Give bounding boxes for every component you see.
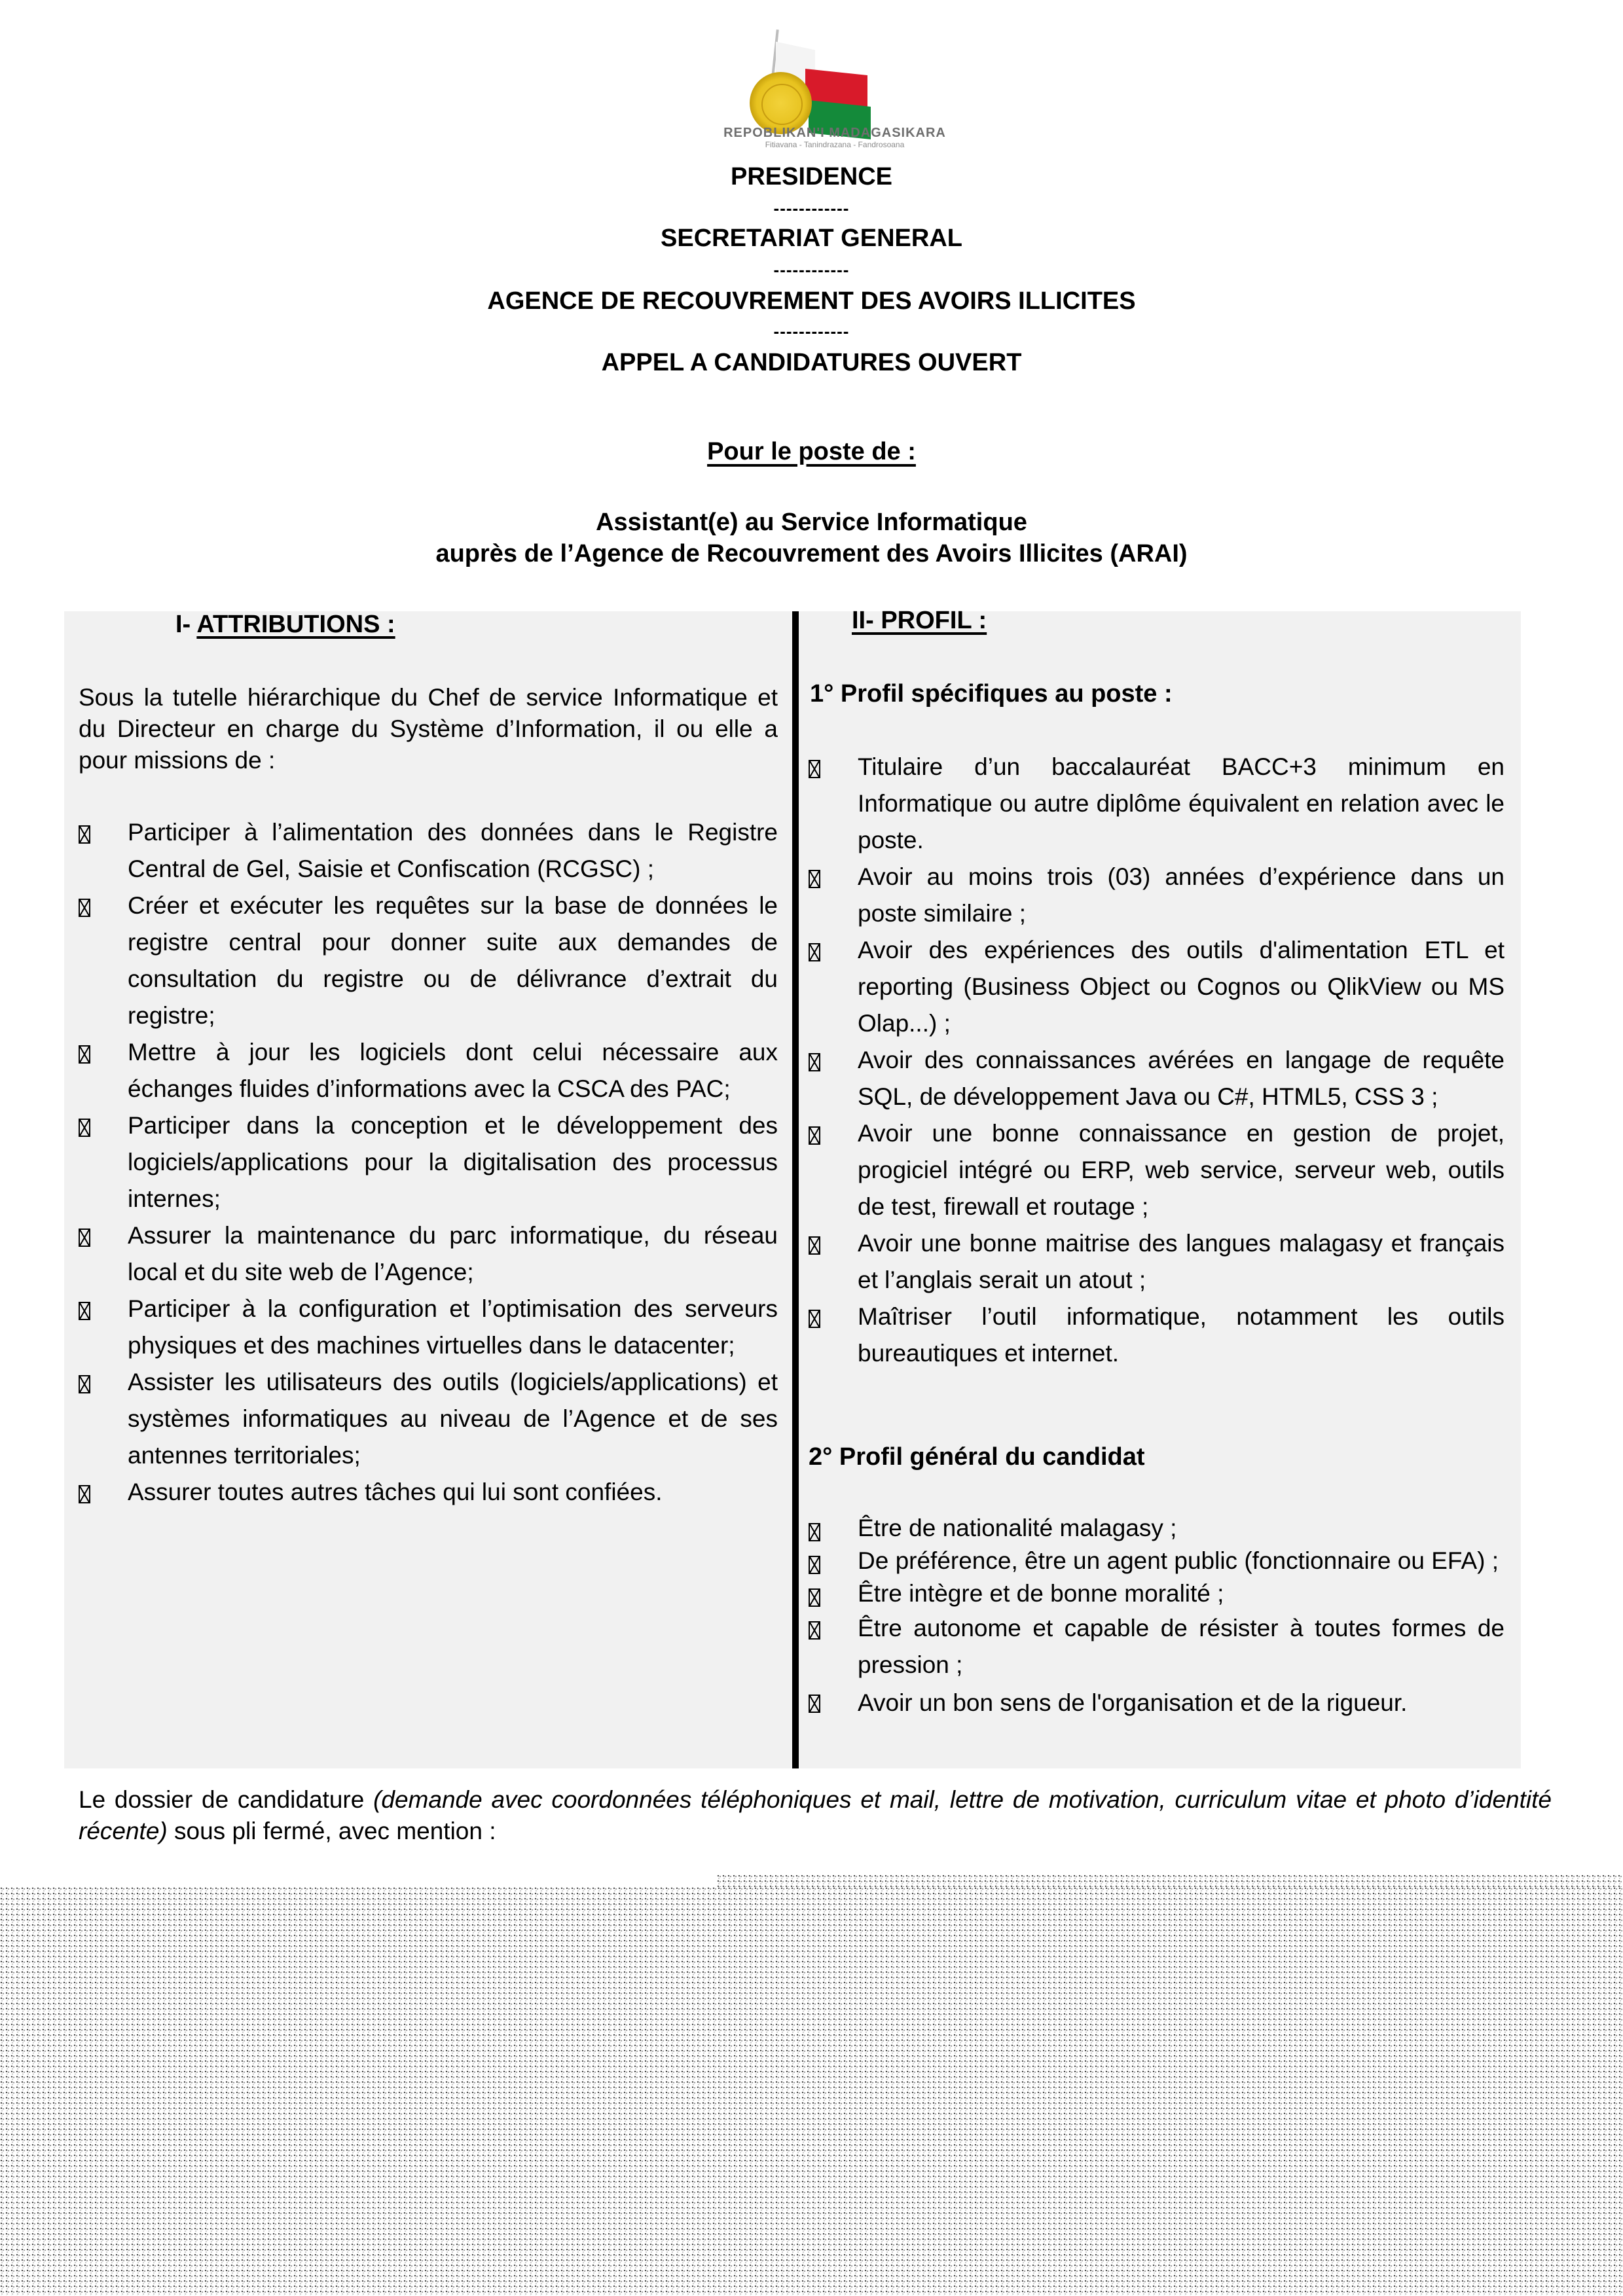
list-item: Avoir des expériences des outils d'alimentation ETL et reporting (Business Object ou Cognos ou QlikView ou MS Olap...) ; bbox=[809, 932, 1504, 1042]
bullet-icon bbox=[809, 943, 820, 961]
list-item: Maîtriser l’outil informatique, notamment les outils bureautiques et internet. bbox=[809, 1299, 1504, 1372]
list-item: Assurer toutes autres tâches qui lui sont confiées. bbox=[79, 1474, 778, 1511]
bullet-icon bbox=[79, 1302, 90, 1320]
attributions-list bbox=[79, 814, 778, 1511]
post-title-agency: auprès de l’Agence de Recouvrement des Avoirs Illicites (ARAI) bbox=[435, 540, 1188, 567]
application-instructions bbox=[79, 1784, 1552, 1847]
list-item: Participer à l’alimentation des données dans le Registre Central de Gel, Saisie et Confiscation (RCGSC) ; bbox=[79, 814, 778, 888]
list-item: Assister les utilisateurs des outils (logiciels/applications) et systèmes informatiques au niveau de l’Agence et de ses antennes territoriales; bbox=[79, 1364, 778, 1474]
header-separator: ------------ bbox=[773, 260, 850, 279]
header-call-for-applications: APPEL A CANDIDATURES OUVERT bbox=[601, 349, 1022, 376]
list-item: Être autonome et capable de résister à toutes formes de pression ; bbox=[809, 1610, 1504, 1683]
bullet-icon bbox=[79, 1229, 90, 1247]
bullet-icon bbox=[79, 1375, 90, 1393]
list-item: Avoir des connaissances avérées en langage de requête SQL, de développement Java ou C#, HTML5, CSS 3 ; bbox=[809, 1042, 1504, 1115]
column-divider bbox=[792, 611, 799, 1768]
profil-title: II- PROFIL : bbox=[852, 607, 987, 634]
seal-emblem-icon bbox=[750, 72, 812, 134]
bullet-icon bbox=[809, 1310, 820, 1328]
attributions-prefix: I- bbox=[175, 611, 191, 638]
bullet-icon bbox=[79, 825, 90, 844]
list-item: Mettre à jour les logiciels dont celui nécessaire aux échanges fluides d’informations avec la CSCA des PAC; bbox=[79, 1034, 778, 1107]
list-item: Avoir une bonne maitrise des langues malagasy et français et l’anglais serait un atout ; bbox=[809, 1225, 1504, 1299]
header-secretariat: SECRETARIAT GENERAL bbox=[661, 224, 962, 252]
bullet-icon bbox=[79, 1045, 90, 1064]
header-separator: ------------ bbox=[773, 198, 850, 218]
list-item: Créer et exécuter les requêtes sur la base de données le registre central pour donner suite aux demandes de consultation du registre ou de délivrance d’extrait du registre; bbox=[79, 888, 778, 1034]
bullet-icon bbox=[809, 1695, 820, 1713]
list-item: Avoir au moins trois (03) années d’expérience dans un poste similaire ; bbox=[809, 859, 1504, 932]
bullet-icon bbox=[809, 1126, 820, 1145]
list-item: Être intègre et de bonne moralité ; bbox=[809, 1577, 1504, 1610]
attributions-title: ATTRIBUTIONS : bbox=[196, 611, 395, 638]
bullet-icon bbox=[809, 1588, 820, 1607]
instructions-lead: Le dossier de candidature bbox=[79, 1786, 374, 1813]
instructions-documents: (demande avec coordonnées téléphoniques et mail, lettre de motivation, curriculum vitae et photo d’identité récente) bbox=[79, 1786, 1552, 1844]
corrupted-image-region bbox=[717, 1874, 1623, 1888]
list-item: Avoir une bonne connaissance en gestion de projet, progiciel intégré ou ERP, web service, serveur web, outils de test, firewall et routage ; bbox=[809, 1115, 1504, 1225]
bullet-icon bbox=[809, 1053, 820, 1071]
logo-caption: REPOBLIKAN'I MADAGASIKARA bbox=[723, 126, 946, 140]
bullet-icon bbox=[809, 1236, 820, 1255]
list-item: De préférence, être un agent public (fonctionnaire ou EFA) ; bbox=[809, 1545, 1504, 1577]
bullet-icon bbox=[79, 1485, 90, 1503]
bullet-icon bbox=[79, 1119, 90, 1137]
list-item: Titulaire d’un baccalauréat BACC+3 minimum en Informatique ou autre diplôme équivalent en relation avec le poste. bbox=[809, 749, 1504, 859]
republic-logo bbox=[723, 26, 946, 147]
logo-motto: Fitiavana - Tanindrazana - Fandrosoana bbox=[765, 140, 905, 149]
bullet-icon bbox=[79, 899, 90, 917]
post-title: Assistant(e) au Service Informatique bbox=[596, 509, 1027, 536]
header-separator: ------------ bbox=[773, 321, 850, 341]
list-item: Participer dans la conception et le développement des logiciels/applications pour la digitalisation des processus internes; bbox=[79, 1107, 778, 1217]
bullet-icon bbox=[809, 760, 820, 778]
header-presidence: PRESIDENCE bbox=[730, 163, 893, 190]
bullet-icon bbox=[809, 1556, 820, 1574]
list-item: Avoir un bon sens de l'organisation et de la rigueur. bbox=[809, 1683, 1504, 1723]
post-label: Pour le poste de : bbox=[707, 438, 916, 465]
list-item: Participer à la configuration et l’optimisation des serveurs physiques et des machines virtuelles dans le datacenter; bbox=[79, 1291, 778, 1364]
profil-specific-list bbox=[809, 749, 1504, 1372]
list-item: Assurer la maintenance du parc informatique, du réseau local et du site web de l’Agence; bbox=[79, 1217, 778, 1291]
header-agency: AGENCE DE RECOUVREMENT DES AVOIRS ILLICITES bbox=[487, 287, 1136, 315]
instructions-tail: sous pli fermé, avec mention : bbox=[167, 1818, 496, 1844]
profil-heading bbox=[852, 606, 987, 635]
profil-general-heading: 2° Profil général du candidat bbox=[809, 1443, 1145, 1471]
bullet-icon bbox=[809, 1621, 820, 1640]
list-item: Être de nationalité malagasy ; bbox=[809, 1512, 1504, 1545]
bullet-icon bbox=[809, 870, 820, 888]
corrupted-image-region bbox=[0, 1887, 1623, 2296]
profil-specific-heading: 1° Profil spécifiques au poste : bbox=[810, 680, 1173, 708]
attributions-intro: Sous la tutelle hiérarchique du Chef de service Informatique et du Directeur en charge du Système d’Information, il ou elle a pour missions de : bbox=[79, 684, 778, 774]
profil-general-list bbox=[809, 1512, 1504, 1723]
attributions-heading bbox=[175, 610, 395, 639]
bullet-icon bbox=[809, 1523, 820, 1541]
